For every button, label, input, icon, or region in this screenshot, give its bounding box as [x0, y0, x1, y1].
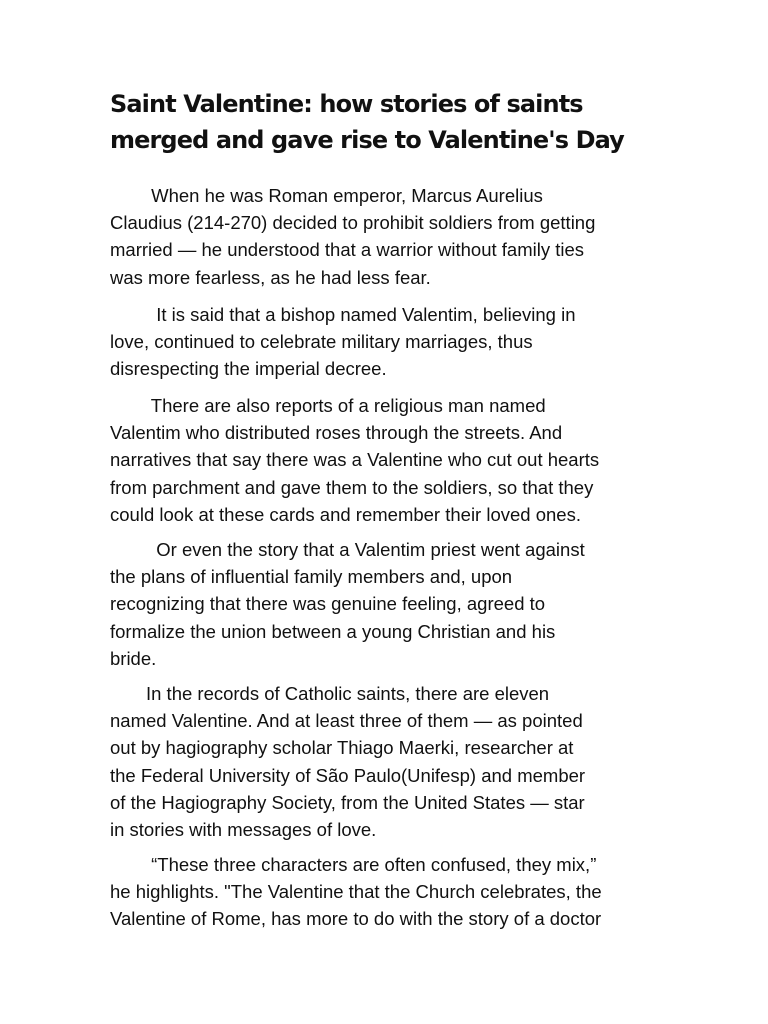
text-line: recognizing that there was genuine feeling, agreed to	[110, 593, 546, 615]
paragraph-4	[110, 536, 670, 672]
text-line: from parchment and gave them to the soldiers, so that they	[110, 476, 594, 498]
text-line: out by hagiography scholar Thiago Maerki, researcher at	[110, 737, 574, 759]
title-line: Saint Valentine: how stories of saints	[110, 90, 583, 118]
text-line: was more fearless, as he had less fear.	[110, 266, 431, 288]
text-line: Claudius (214-270) decided to prohibit soldiers from getting	[110, 212, 596, 234]
text-line: of the Hagiography Society, from the United States — star	[110, 791, 585, 813]
text-line: bride.	[110, 647, 157, 669]
text-line: the plans of influential family members and, upon	[110, 566, 513, 588]
paragraph-2	[110, 301, 670, 383]
title-line: merged and gave rise to Valentine's Day	[110, 126, 624, 154]
text-line: could look at these cards and remember their loved ones.	[110, 503, 581, 525]
text-line: “These three characters are often confused, they mix,”	[110, 854, 597, 875]
text-line: he highlights. "The Valentine that the Church celebrates, the	[110, 881, 602, 903]
article-title	[110, 86, 670, 158]
text-line: married — he understood that a warrior without family ties	[110, 239, 585, 261]
text-line: Or even the story that a Valentim priest went against	[110, 539, 585, 560]
text-line: Valentim who distributed roses through the streets. And	[110, 422, 563, 444]
text-line: Valentine of Rome, has more to do with the story of a doctor	[110, 908, 602, 930]
text-line: formalize the union between a young Christian and his	[110, 620, 556, 642]
text-line: It is said that a bishop named Valentim, believing in	[110, 304, 576, 325]
text-line: In the records of Catholic saints, there are eleven	[110, 683, 550, 704]
text-line: disrespecting the imperial decree.	[110, 358, 387, 380]
text-line: named Valentine. And at least three of them — as pointed	[110, 710, 583, 732]
text-line: There are also reports of a religious man named	[110, 395, 546, 416]
text-line: the Federal University of São Paulo(Unifesp) and member	[110, 764, 586, 786]
paragraph-3	[110, 392, 670, 528]
paragraph-1	[110, 182, 670, 291]
text-line: love, continued to celebrate military marriages, thus	[110, 331, 533, 353]
text-line: When he was Roman emperor, Marcus Aurelius	[110, 185, 543, 206]
text-line: narratives that say there was a Valentine who cut out hearts	[110, 449, 600, 471]
paragraph-5	[110, 680, 670, 843]
text-line: in stories with messages of love.	[110, 819, 377, 841]
paragraph-6	[110, 851, 670, 933]
